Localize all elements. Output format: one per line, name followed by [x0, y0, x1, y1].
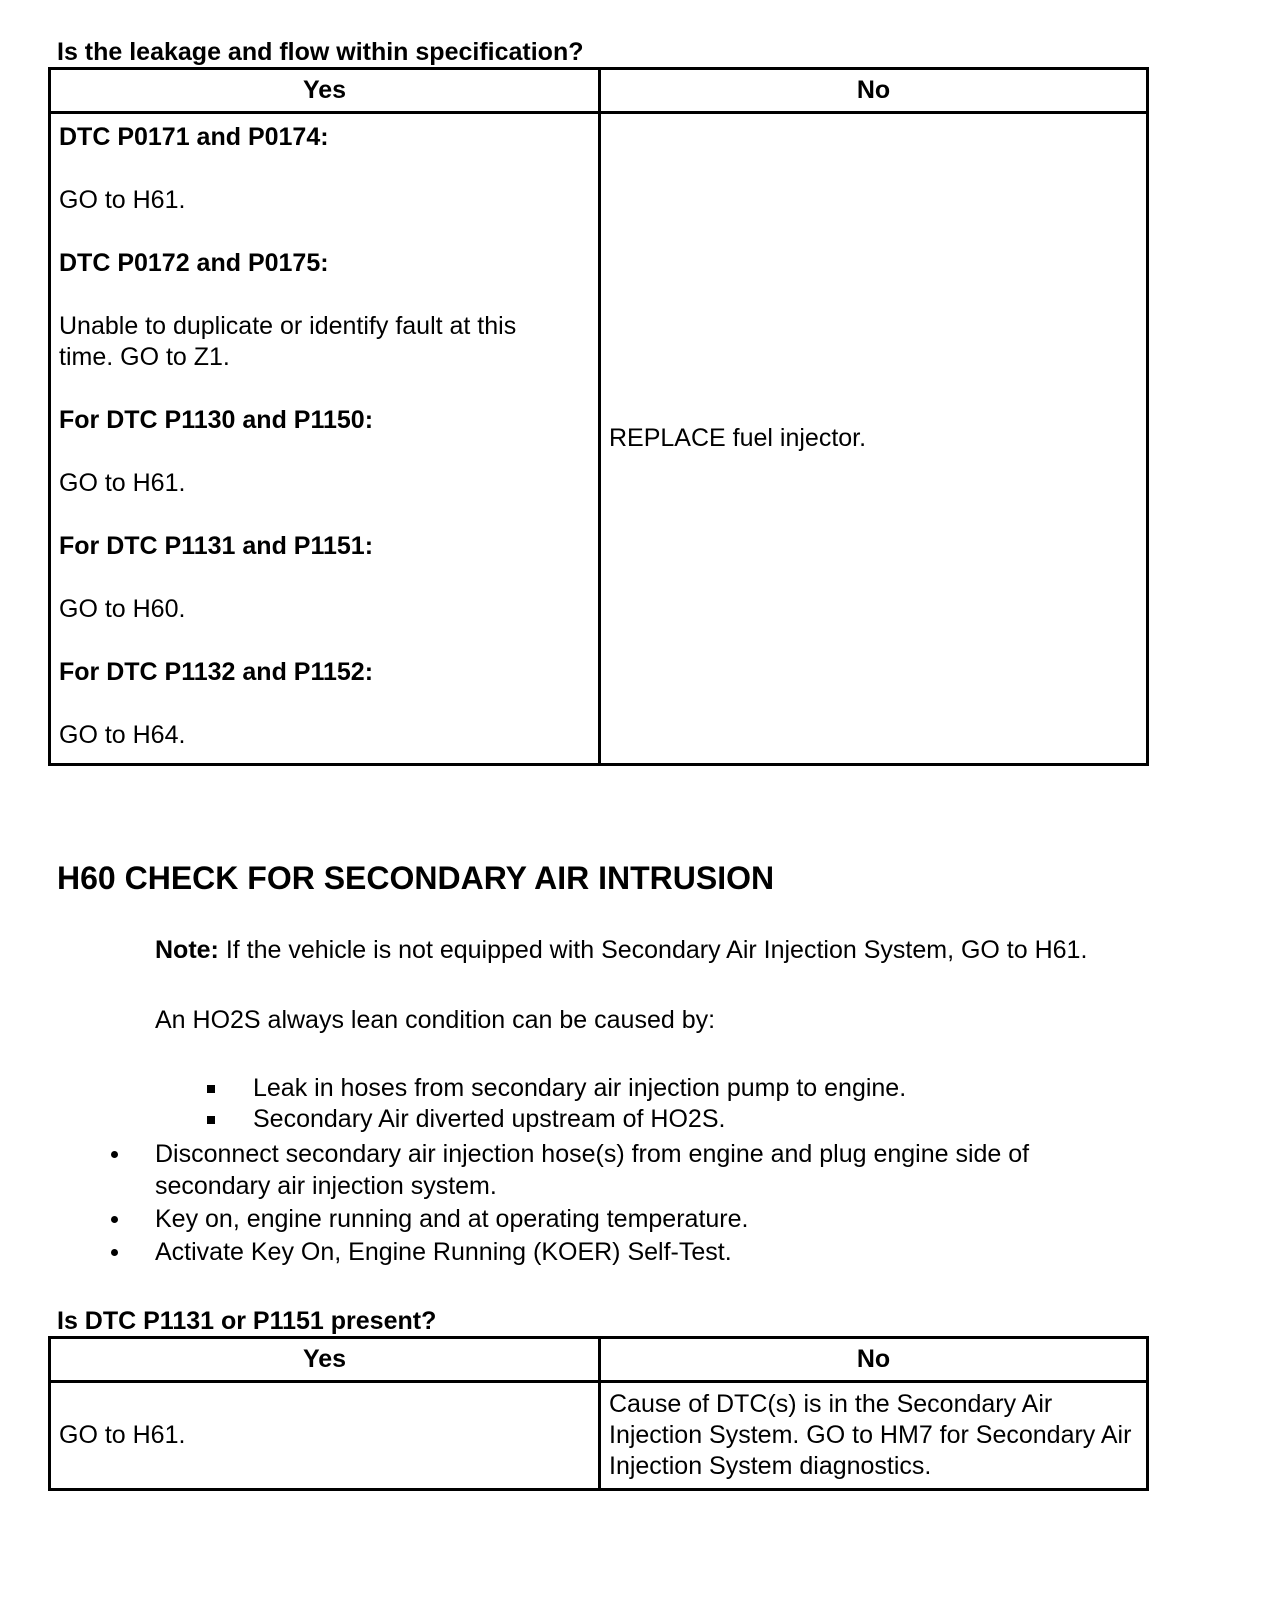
table-header-row — [50, 69, 1148, 113]
square-bullet-icon — [207, 1116, 215, 1124]
question-leakage-flow: Is the leakage and flow within specification? — [57, 38, 584, 66]
yes-entry-list — [59, 122, 590, 751]
square-bullet-icon — [207, 1085, 215, 1093]
dtc-heading: For DTC P1132 and P1152: — [59, 658, 374, 686]
cause-text: Secondary Air diverted upstream of HO2S. — [253, 1105, 726, 1133]
question-dtc-present: Is DTC P1131 or P1151 present? — [57, 1307, 437, 1335]
decision-table-leakage — [48, 67, 1149, 766]
note-text: If the vehicle is not equipped with Secondary Air Injection System, GO to H61. — [218, 936, 1088, 964]
no-cell: REPLACE fuel injector. — [600, 113, 1148, 765]
dtc-heading: DTC P0171 and P0174: — [59, 123, 329, 151]
step-list — [105, 1138, 1145, 1269]
step-text: Key on, engine running and at operating temperature. — [155, 1205, 749, 1233]
table-header-row — [50, 1338, 1148, 1382]
note-label: Note: — [155, 936, 219, 964]
section-title: H60 CHECK FOR SECONDARY AIR INTRUSION — [57, 860, 775, 896]
action-text: Unable to duplicate or identify fault at this time. GO to Z1. — [59, 312, 517, 371]
action-text: GO to H61. — [59, 186, 186, 214]
cause-text: Leak in hoses from secondary air injection pump to engine. — [253, 1074, 907, 1102]
no-header: No — [600, 69, 1148, 113]
dtc-heading: DTC P0172 and P0175: — [59, 249, 329, 277]
table-row — [50, 1382, 1148, 1490]
list-item — [105, 1138, 1145, 1202]
yes-cell — [50, 113, 600, 765]
no-header: No — [600, 1338, 1148, 1382]
note — [155, 935, 1087, 966]
yes-cell: GO to H61. — [50, 1382, 600, 1490]
step-text: Disconnect secondary air injection hose(s) from engine and plug engine side of secondary air injection system. — [155, 1140, 1030, 1200]
round-bullet-icon — [111, 1151, 118, 1158]
yes-header: Yes — [50, 1338, 600, 1382]
intro-paragraph: An HO2S always lean condition can be caused by: — [155, 1006, 716, 1034]
yes-header: Yes — [50, 69, 600, 113]
dtc-heading: For DTC P1131 and P1151: — [59, 532, 374, 560]
list-item — [155, 1073, 906, 1104]
decision-table-dtc — [48, 1336, 1149, 1491]
list-item — [105, 1203, 1145, 1235]
dtc-heading: For DTC P1130 and P1150: — [59, 406, 374, 434]
no-cell: Cause of DTC(s) is in the Secondary Air Injection System. GO to HM7 for Secondary Air Injection System diagnostics. — [600, 1382, 1148, 1490]
cause-list — [155, 1073, 906, 1135]
action-text: GO to H60. — [59, 595, 186, 623]
action-text: GO to H64. — [59, 721, 186, 749]
action-text: GO to H61. — [59, 469, 186, 497]
step-text: Activate Key On, Engine Running (KOER) Self-Test. — [155, 1238, 732, 1266]
round-bullet-icon — [111, 1216, 118, 1223]
round-bullet-icon — [111, 1249, 118, 1256]
table-row — [50, 113, 1148, 765]
list-item — [155, 1104, 906, 1135]
list-item — [105, 1236, 1145, 1268]
